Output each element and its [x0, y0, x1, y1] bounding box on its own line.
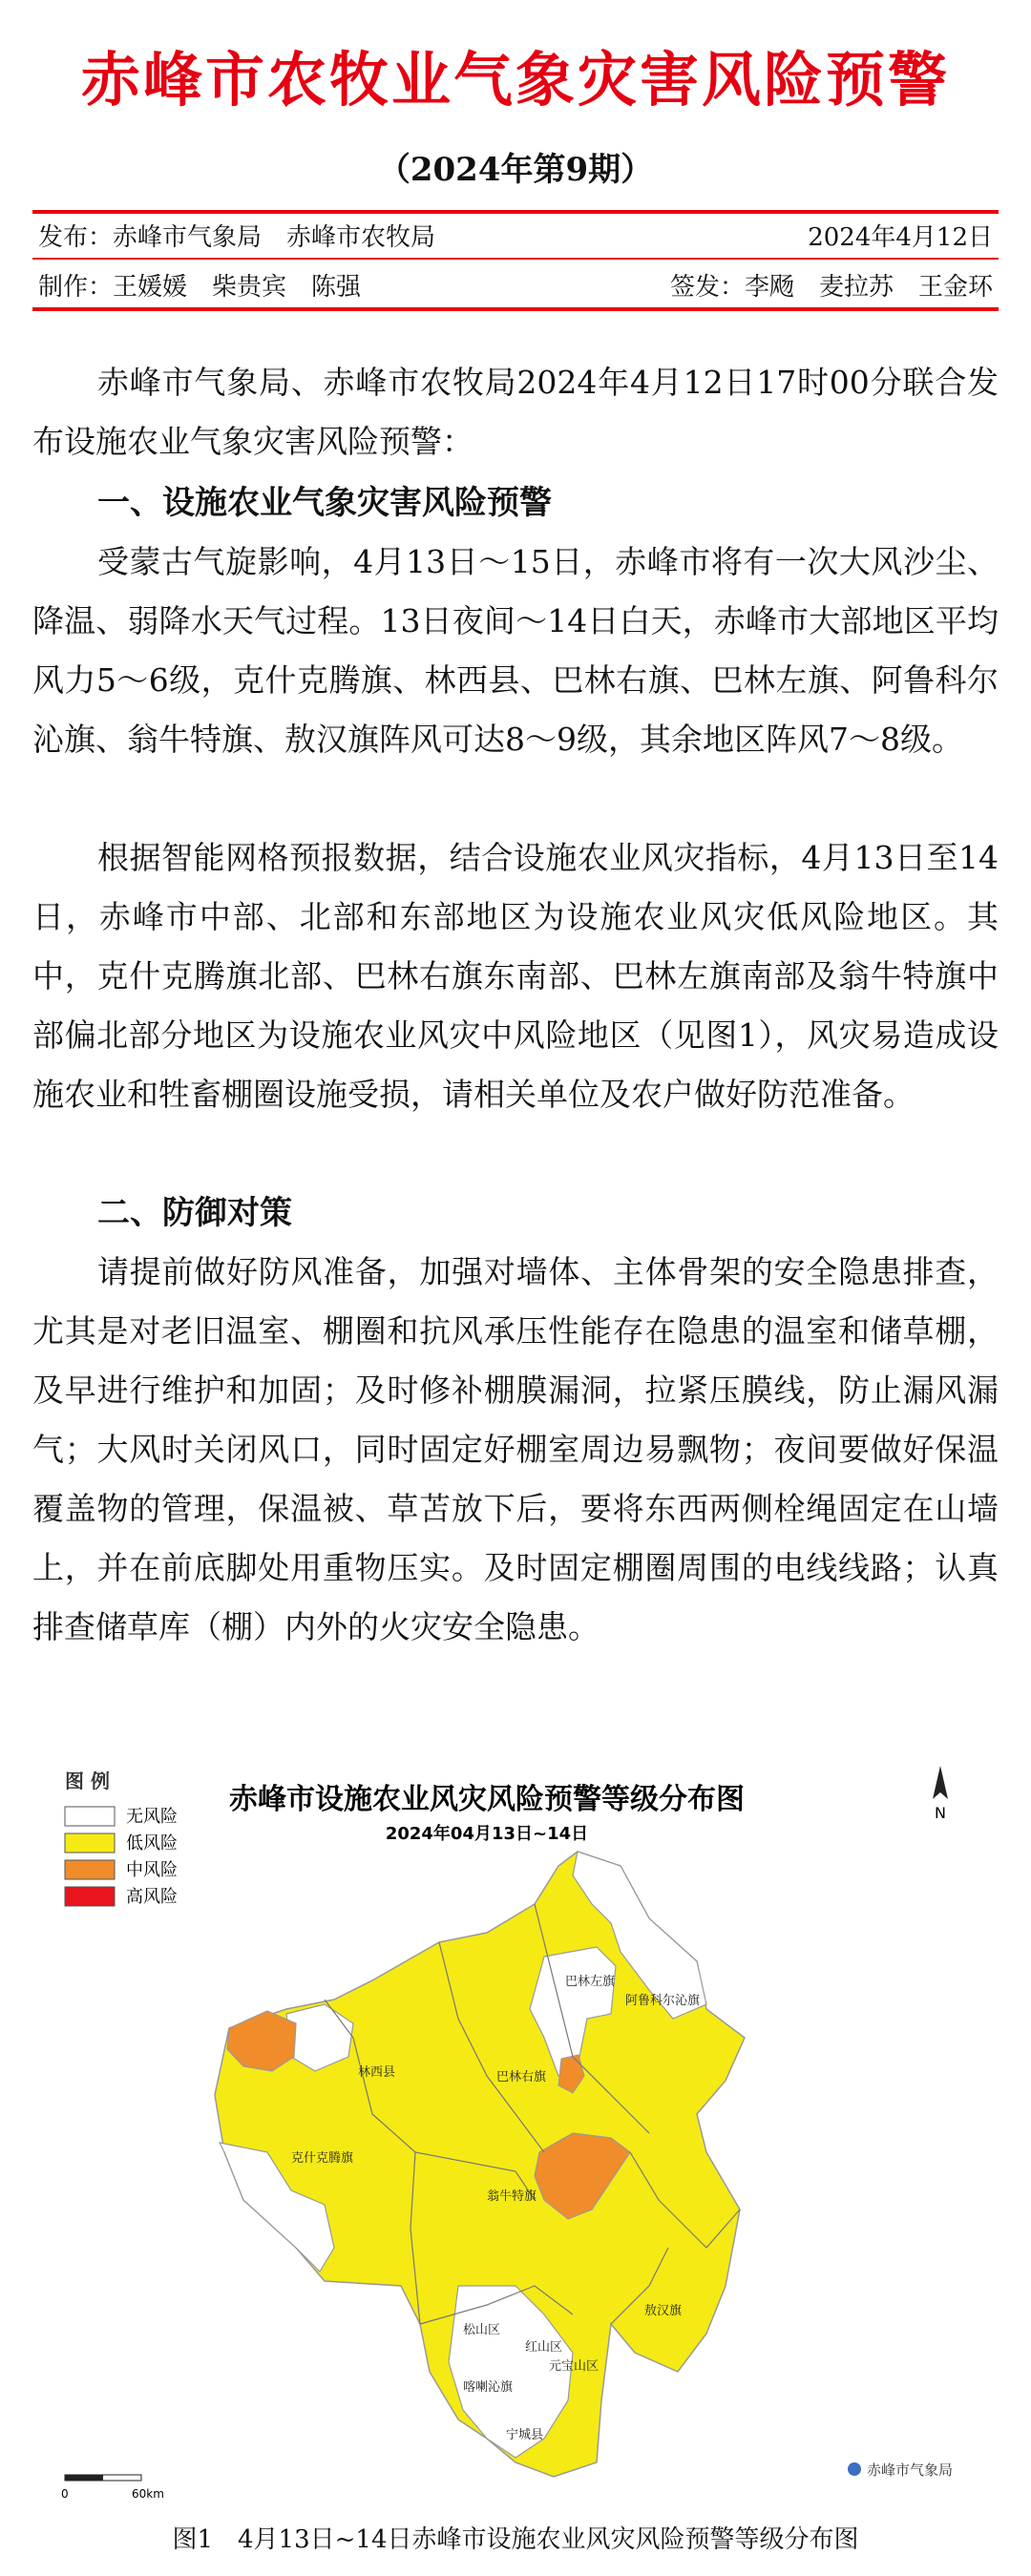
label-balinyou: 巴林右旗	[496, 2070, 547, 2084]
section-1-heading: 一、设施农业气象灾害风险预警	[97, 484, 552, 522]
header-divider	[32, 210, 999, 214]
section-2-paragraph-1: 请提前做好防风准备，加强对墙体、主体骨架的安全隐患排查，尤其是对老旧温室、棚圈和抗风承压性能存在隐患的温室和储草棚，及早进行维护和加固；及时修补棚膜漏洞，拉紧压膜线，防止漏风漏气；大风时关闭风口，同时固定好棚室周边易飘物；夜间要做好保温覆盖物的管理，保温被、草苫放下后，要将东西两侧栓绳固定在山墙上，并在前底脚处用重物压实。及时固定棚圈周围的电线线路；认真排查储草库（棚）内外的火灾安全隐患。	[32, 1253, 999, 1645]
label-songshan: 松山区	[463, 2323, 501, 2337]
publisher: 发布：赤峰市气象局 赤峰市农牧局	[38, 223, 436, 252]
issue-number: （2024年第9期）	[377, 151, 654, 189]
legend-swatch-medium	[65, 1860, 115, 1879]
svg-text:0: 0	[61, 2487, 69, 2501]
document-title: 赤峰市农牧业气象灾害风险预警	[80, 45, 950, 115]
map-title: 赤峰市设施农业风灾风险预警等级分布图	[229, 1783, 745, 1816]
legend-items	[65, 1807, 178, 1907]
figure-caption: 图1 4月13日~14日赤峰市设施农业风灾风险预警等级分布图	[172, 2525, 859, 2554]
svg-text:N: N	[935, 1804, 946, 1822]
producers: 制作：王媛媛 柴贵宾 陈强	[38, 273, 362, 302]
label-harqin: 喀喇沁旗	[463, 2380, 514, 2395]
north-arrow-icon	[933, 1766, 948, 1822]
label-balinzuo: 巴林左旗	[565, 1975, 616, 1989]
label-wengniute: 翁牛特旗	[487, 2189, 537, 2204]
label-yuanbaoshan: 元宝山区	[549, 2359, 600, 2374]
map-subtitle: 2024年04月13日~14日	[385, 1824, 589, 1844]
map-credit	[848, 2461, 953, 2479]
label-linxi: 林西县	[358, 2065, 396, 2080]
legend-swatch-high	[65, 1887, 115, 1906]
label-ningcheng: 宁城县	[506, 2428, 544, 2442]
legend-label-none: 无风险	[126, 1807, 178, 1827]
risk-map	[38, 1751, 993, 2505]
signers: 签发：李飏 麦拉苏 王金环	[669, 273, 993, 302]
meteorology-logo-icon	[848, 2462, 861, 2476]
section-2-heading: 二、防御对策	[97, 1194, 292, 1232]
section-1-paragraph-1: 受蒙古气旋影响，4月13日～15日，赤峰市将有一次大风沙尘、降温、弱降水天气过程。13日夜间～14日白天，赤峰市大部地区平均风力5～6级，克什克腾旗、林西县、巴林右旗、巴林左旗、阿鲁科尔沁旗、翁牛特旗、敖汉旗阵风可达8～9级，其余地区阵风7～8级。	[32, 543, 999, 758]
legend-swatch-low	[65, 1833, 115, 1853]
svg-text:赤峰市气象局: 赤峰市气象局	[867, 2461, 954, 2479]
section-1-paragraph-2: 根据智能网格预报数据，结合设施农业风灾指标，4月13日至14日，赤峰市中部、北部和东部地区为设施农业风灾低风险地区。其中，克什克腾旗北部、巴林右旗东南部、巴林左旗南部及翁牛特旗中部偏北部分地区为设施农业风灾中风险地区（见图1），风灾易造成设施农业和牲畜棚圈设施受损，请相关单位及农户做好防范准备。	[32, 839, 999, 1113]
label-hongshan: 红山区	[525, 2340, 563, 2355]
publish-date: 2024年4月12日	[808, 223, 993, 252]
label-keshiketeng: 克什克腾旗	[291, 2151, 354, 2166]
meta-bottom-divider	[32, 307, 999, 311]
legend-label-medium: 中风险	[126, 1860, 178, 1880]
legend-label-low: 低风险	[126, 1833, 178, 1853]
intro-paragraph: 赤峰市气象局、赤峰市农牧局2024年4月12日17时00分联合发布设施农业气象灾害风险预警：	[32, 364, 999, 460]
legend-swatch-none	[65, 1807, 115, 1826]
scale-bar	[61, 2475, 164, 2501]
legend-label-high: 高风险	[126, 1887, 178, 1907]
meta-divider	[32, 258, 999, 260]
label-aohan: 敖汉旗	[644, 2304, 683, 2318]
legend-title: 图 例	[65, 1770, 110, 1792]
svg-text:60km: 60km	[132, 2487, 164, 2501]
label-alukeerqin: 阿鲁科尔沁旗	[625, 1994, 701, 2008]
